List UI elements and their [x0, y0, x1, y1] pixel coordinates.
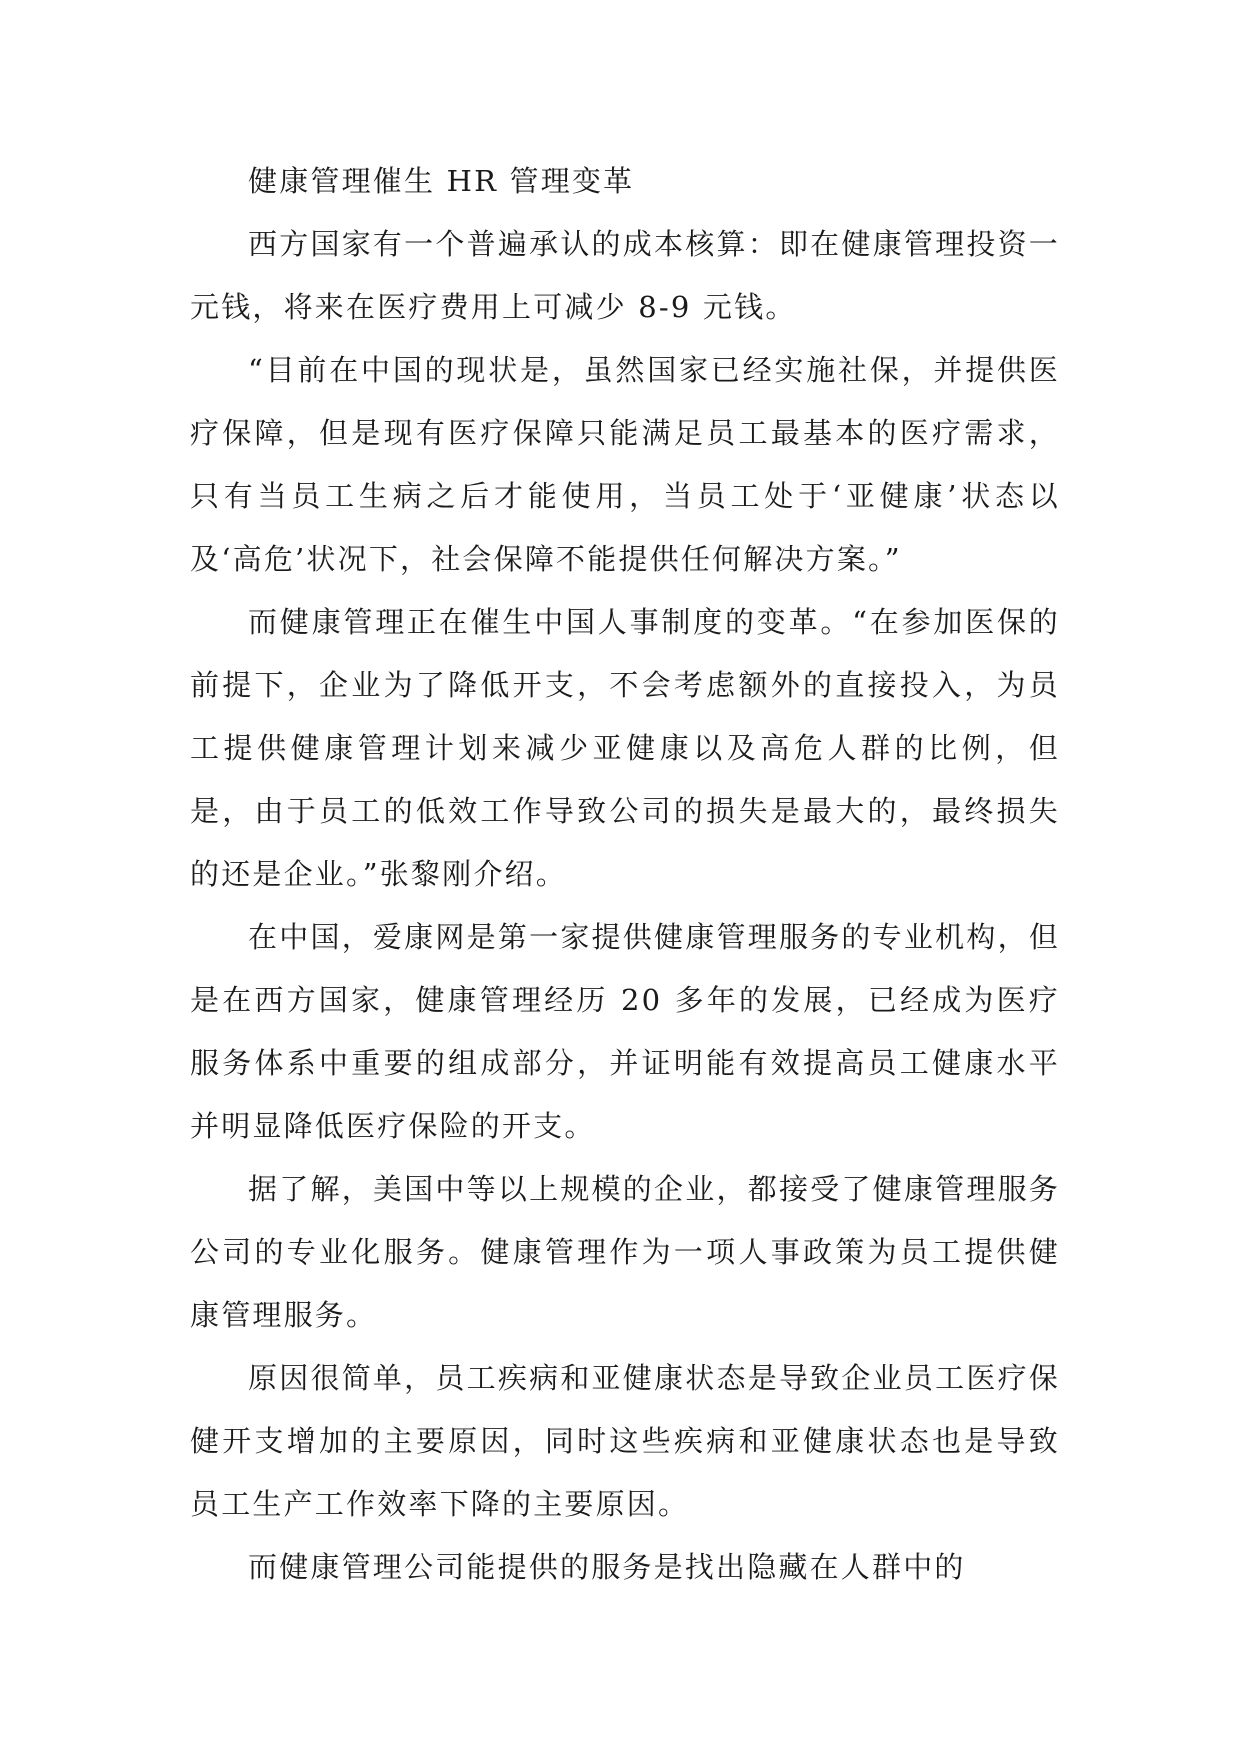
- paragraph: 在中国，爱康网是第一家提供健康管理服务的专业机构，但是在西方国家，健康管理经历 20 多年的发展，已经成为医疗服务体系中重要的组成部分，并证明能有效提高员工健康水平并明显降低医疗保险的开支。: [190, 920, 1060, 1143]
- paragraph: “目前在中国的现状是，虽然国家已经实施社保，并提供医疗保障，但是现有医疗保障只能满足员工最基本的医疗需求，只有当员工生病之后才能使用，当员工处于‘亚健康’状态以及‘高危’状况下，社会保障不能提供任何解决方案。”: [190, 353, 1060, 576]
- paragraph: 原因很简单，员工疾病和亚健康状态是导致企业员工医疗保健开支增加的主要原因，同时这些疾病和亚健康状态也是导致员工生产工作效率下降的主要原因。: [190, 1361, 1060, 1521]
- document-body: [190, 150, 1060, 1599]
- document-title: 健康管理催生 HR 管理变革: [248, 164, 635, 198]
- paragraph: 而健康管理公司能提供的服务是找出隐藏在人群中的: [248, 1550, 966, 1584]
- paragraph: 据了解，美国中等以上规模的企业，都接受了健康管理服务公司的专业化服务。健康管理作为一项人事政策为员工提供健康管理服务。: [190, 1172, 1060, 1332]
- paragraph: 而健康管理正在催生中国人事制度的变革。“在参加医保的前提下，企业为了降低开支，不会考虑额外的直接投入，为员工提供健康管理计划来减少亚健康以及高危人群的比例，但是，由于员工的低效工作导致公司的损失是最大的，最终损失的还是企业。”张黎刚介绍。: [190, 605, 1060, 891]
- paragraph: 西方国家有一个普遍承认的成本核算：即在健康管理投资一元钱，将来在医疗费用上可减少 8-9 元钱。: [190, 227, 1060, 324]
